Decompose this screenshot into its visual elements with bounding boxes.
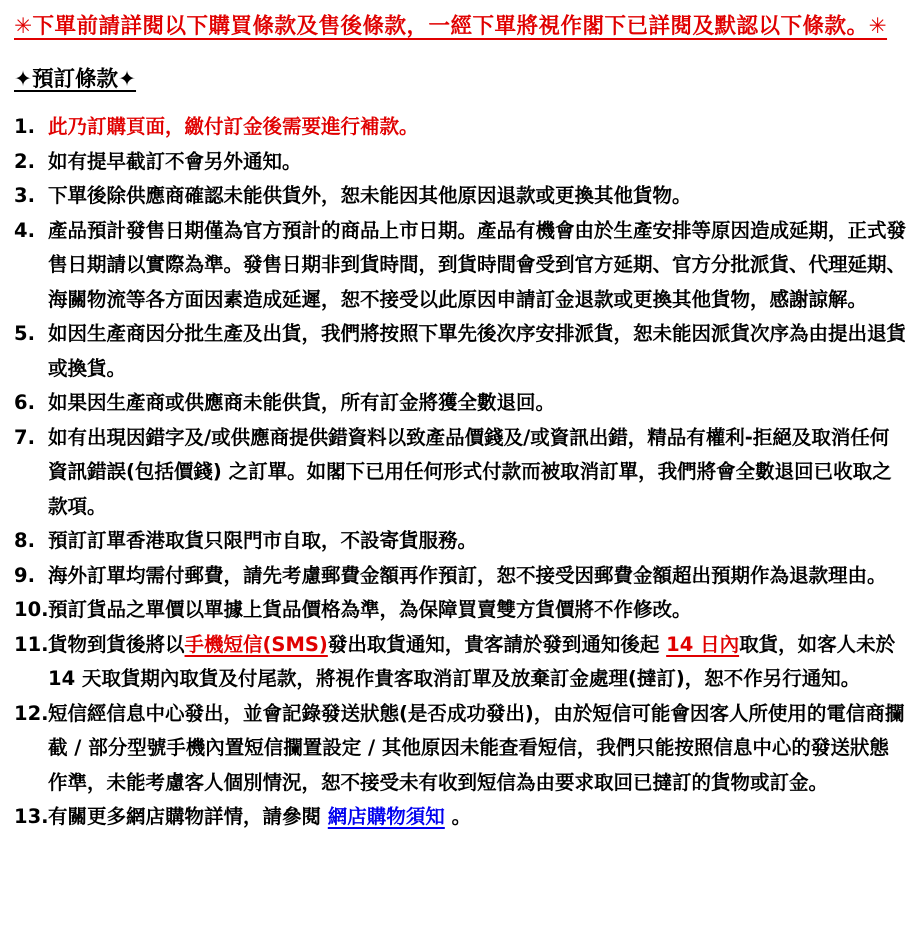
- notice-header: ✳下單前請詳閱以下購買條款及售後條款，一經下單將視作閣下已詳閱及默認以下條款。✳: [14, 14, 888, 39]
- highlighted-text: 手機短信(SMS): [184, 632, 328, 656]
- term-number: 2.: [14, 149, 35, 173]
- term-item-9: [14, 559, 907, 594]
- term-number: 8.: [14, 529, 35, 552]
- shop-guide-link[interactable]: 網店購物須知: [327, 805, 445, 828]
- term-item-5: [14, 317, 907, 386]
- term-text: [48, 800, 907, 835]
- terms-list: [14, 110, 907, 835]
- term-text-segment: 海外訂單均需付郵費，請先考慮郵費金額再作預訂，恕不接受因郵費金額超出預期作為退款理由。: [48, 563, 887, 587]
- term-text-segment: 預訂訂單香港取貨只限門市自取，不設寄貨服務。: [48, 529, 478, 552]
- term-number: 9.: [14, 563, 35, 587]
- term-text: [48, 524, 907, 559]
- term-text: [48, 386, 907, 421]
- red-warning-text: 此乃訂購頁面，繳付訂金後需要進行補款。: [48, 115, 419, 138]
- term-number: 4.: [14, 218, 35, 242]
- term-text: [48, 214, 907, 318]
- term-text-segment: 如果因生產商或供應商未能供貨，所有訂金將獲全數退回。: [48, 391, 556, 414]
- term-text: [48, 593, 907, 628]
- term-text-segment: 如有提早截訂不會另外通知。: [48, 149, 302, 173]
- term-text: [48, 179, 907, 214]
- term-number: 5.: [14, 322, 35, 345]
- term-text: [48, 317, 907, 386]
- term-text-segment: 下單後除供應商確認未能供貨外，恕未能因其他原因退款或更換其他貨物。: [48, 184, 692, 207]
- term-item-10: [14, 593, 907, 628]
- term-item-6: [14, 386, 907, 421]
- term-text: [48, 697, 907, 801]
- term-text-segment: 。: [444, 805, 472, 828]
- term-number: 12.: [14, 701, 49, 725]
- term-text: [48, 559, 907, 594]
- term-text-segment: 預訂貨品之單價以單據上貨品價格為準，為保障買賣雙方貨價將不作修改。: [48, 598, 692, 621]
- term-number: 11.: [14, 632, 49, 656]
- term-text-segment: 短信經信息中心發出，並會記錄發送狀態(是否成功發出)，由於短信可能會因客人所使用的電信商攔截 / 部分型號手機內置短信攔置設定 / 其他原因未能查看短信，我們只能按照信息中心的發送狀態作準，未能考慮客人個別情況，恕不接受未有收到短信為由要求取回已撻訂的貨物或訂金。: [48, 701, 905, 794]
- term-number: 13.: [14, 805, 49, 828]
- term-number: 3.: [14, 184, 35, 207]
- term-text-segment: 如有出現因錯字及/或供應商提供錯資料以致產品價錢及/或資訊出錯，精品有權利-拒絕及取消任何資訊錯誤(包括價錢) 之訂單。如閣下已用任何形式付款而被取消訂單，我們將會全數退回已收取之款項。: [48, 425, 892, 518]
- term-number: 7.: [14, 425, 35, 449]
- term-text-segment: 如因生產商因分批生產及出貨，我們將按照下單先後次序安排派貨，恕未能因派貨次序為由提出退貨或換貨。: [48, 322, 907, 380]
- term-text: [48, 110, 907, 145]
- term-item-1: [14, 110, 907, 145]
- term-text-segment: 貨物到貨後將以: [48, 632, 185, 656]
- term-number: 10.: [14, 598, 49, 621]
- term-item-7: [14, 421, 907, 525]
- term-text-segment: 有關更多網店購物詳情，請參閱: [48, 805, 328, 828]
- term-text-segment: 取貨，如客人未於 14 天取貨期內取貨及付尾款，將視作貴客取消訂單及放棄訂金處理(撻訂)，恕不作另行通知。: [48, 632, 896, 690]
- highlighted-text: 14 日內: [666, 632, 740, 656]
- term-item-4: [14, 214, 907, 318]
- term-item-11: [14, 628, 907, 697]
- term-item-13: [14, 800, 907, 835]
- term-item-3: [14, 179, 907, 214]
- term-number: 6.: [14, 391, 35, 414]
- section-title-preorder-terms: ✦預訂條款✦: [14, 67, 137, 92]
- term-text: [48, 628, 907, 697]
- term-text: [48, 421, 907, 525]
- term-item-8: [14, 524, 907, 559]
- term-number: 1.: [14, 115, 35, 138]
- term-text: [48, 145, 907, 180]
- term-text-segment: 產品預計發售日期僅為官方預計的商品上市日期。產品有機會由於生產安排等原因造成延期，正式發售日期請以實際為準。發售日期非到貨時間，到貨時間會受到官方延期、官方分批派貨、代理延期、海關物流等各方面因素造成延遲，恕不接受以此原因申請訂金退款或更換其他貨物，感謝諒解。: [48, 218, 907, 311]
- term-item-2: [14, 145, 907, 180]
- term-item-12: [14, 697, 907, 801]
- term-text-segment: 發出取貨通知，貴客請於發到通知後起: [327, 632, 667, 656]
